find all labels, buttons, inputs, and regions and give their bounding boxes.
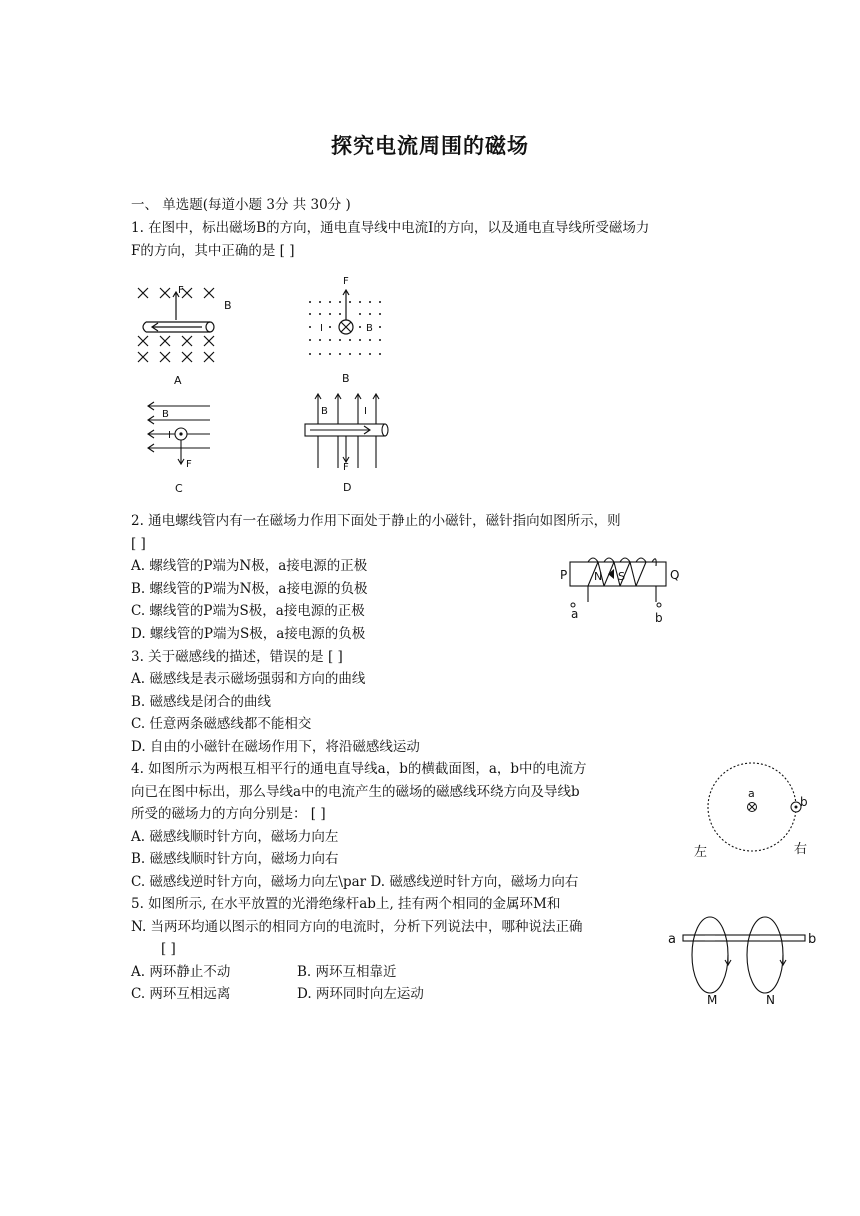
ring-n-label: N	[766, 993, 775, 1007]
q1-figure-c	[140, 396, 220, 496]
left-label: 左	[694, 845, 708, 860]
needle-south: S	[618, 570, 625, 583]
q1-stem-line2: F的方向，其中正确的是 [ ]	[131, 243, 295, 259]
field-label: B	[224, 299, 232, 312]
figure-caption: B	[342, 372, 350, 385]
q5-stem-line2: N. 当两环均通以图示的相同方向的电流时，分析下列说法中，哪种说法正确	[131, 919, 583, 935]
needle-north: N	[594, 570, 603, 583]
q3-stem: 3. 关于磁感线的描述，错误的是 [ ]	[131, 649, 343, 665]
q5-stem-line3: [ ]	[161, 941, 176, 957]
q3-option-c: C. 任意两条磁感线都不能相交	[131, 716, 312, 732]
force-label: F	[343, 276, 349, 287]
right-label: 右	[794, 842, 808, 857]
q3-option-d: D. 自由的小磁针在磁场作用下，将沿磁感线运动	[131, 739, 420, 755]
terminal-a: a	[571, 607, 579, 621]
figure-caption: C	[175, 482, 183, 495]
q1-stem-line1: 1. 在图中，标出磁场B的方向，通电直导线中电流I的方向，以及通电直导线所受磁场力	[131, 220, 650, 236]
q2-solenoid-figure	[558, 556, 688, 626]
q2-option-c: C. 螺线管的P端为S极，a接电源的正极	[131, 603, 365, 619]
q5-stem-line1: 5. 如图所示, 在水平放置的光滑绝缘杆ab上, 挂有两个相同的金属环M和	[131, 896, 561, 912]
q5-option-b: B. 两环互相靠近	[297, 964, 397, 980]
current-label: I	[168, 430, 171, 441]
q5-option-a: A. 两环静止不动	[131, 964, 231, 980]
rod-end-a: a	[668, 932, 676, 947]
field-label: B	[321, 406, 328, 417]
q2-option-a: A. 螺线管的P端为N极，a接电源的正极	[131, 558, 368, 574]
wire-b-label: b	[800, 795, 808, 809]
q4-wires-figure	[690, 762, 820, 862]
force-label: F	[178, 285, 184, 296]
wire-a-label: a	[748, 787, 755, 800]
q1-figure-a	[130, 280, 240, 390]
figure-caption: A	[174, 374, 182, 387]
page-title: 探究电流周围的磁场	[331, 134, 529, 158]
q2-option-d: D. 螺线管的P端为S极，a接电源的负极	[131, 626, 366, 642]
q4-option-a: A. 磁感线顺时针方向，磁场力向左	[131, 829, 339, 845]
q5-option-d: D. 两环同时向左运动	[297, 986, 424, 1002]
figure-caption: D	[343, 481, 352, 494]
q1-figure-d	[300, 390, 395, 495]
q4-stem-line3: 所受的磁场力的方向分别是： [ ]	[131, 806, 326, 822]
q2-option-b: B. 螺线管的P端为N极，a接电源的负极	[131, 581, 368, 597]
q1-figure-b	[300, 272, 400, 387]
ring-m-label: M	[707, 993, 718, 1007]
current-label: I	[320, 323, 323, 334]
rod-end-b: b	[808, 932, 817, 947]
field-label: B	[162, 409, 169, 420]
q2-stem-line2: [ ]	[131, 536, 146, 552]
q3-option-a: A. 磁感线是表示磁场强弱和方向的曲线	[131, 671, 366, 687]
terminal-b: b	[655, 611, 663, 625]
q4-option-b: B. 磁感线顺时针方向，磁场力向右	[131, 851, 339, 867]
q4-stem-line2: 向已在图中标出，那么导线a中的电流产生的磁场的磁感线环绕方向及导线b	[131, 784, 580, 800]
solenoid-end-q: Q	[670, 568, 680, 582]
current-label: I	[364, 406, 367, 417]
force-label: F	[343, 462, 349, 473]
q2-stem-line1: 2. 通电螺线管内有一在磁场力作用下面处于静止的小磁针，磁针指向如图所示，则	[131, 513, 621, 529]
q5-option-c: C. 两环互相远离	[131, 986, 231, 1002]
field-label: B	[366, 323, 373, 334]
solenoid-end-p: P	[560, 568, 568, 582]
q3-option-b: B. 磁感线是闭合的曲线	[131, 694, 272, 710]
q5-rings-figure	[665, 915, 825, 1010]
force-label: F	[186, 459, 192, 470]
q4-option-cd: C. 磁感线逆时针方向，磁场力向左\par D. 磁感线逆时针方向，磁场力向右	[131, 874, 579, 890]
section-heading: 一、 单选题(每道小题 3分 共 30分 )	[131, 197, 351, 213]
q4-stem-line1: 4. 如图所示为两根互相平行的通电直导线a，b的横截面图，a，b中的电流方	[131, 761, 587, 777]
